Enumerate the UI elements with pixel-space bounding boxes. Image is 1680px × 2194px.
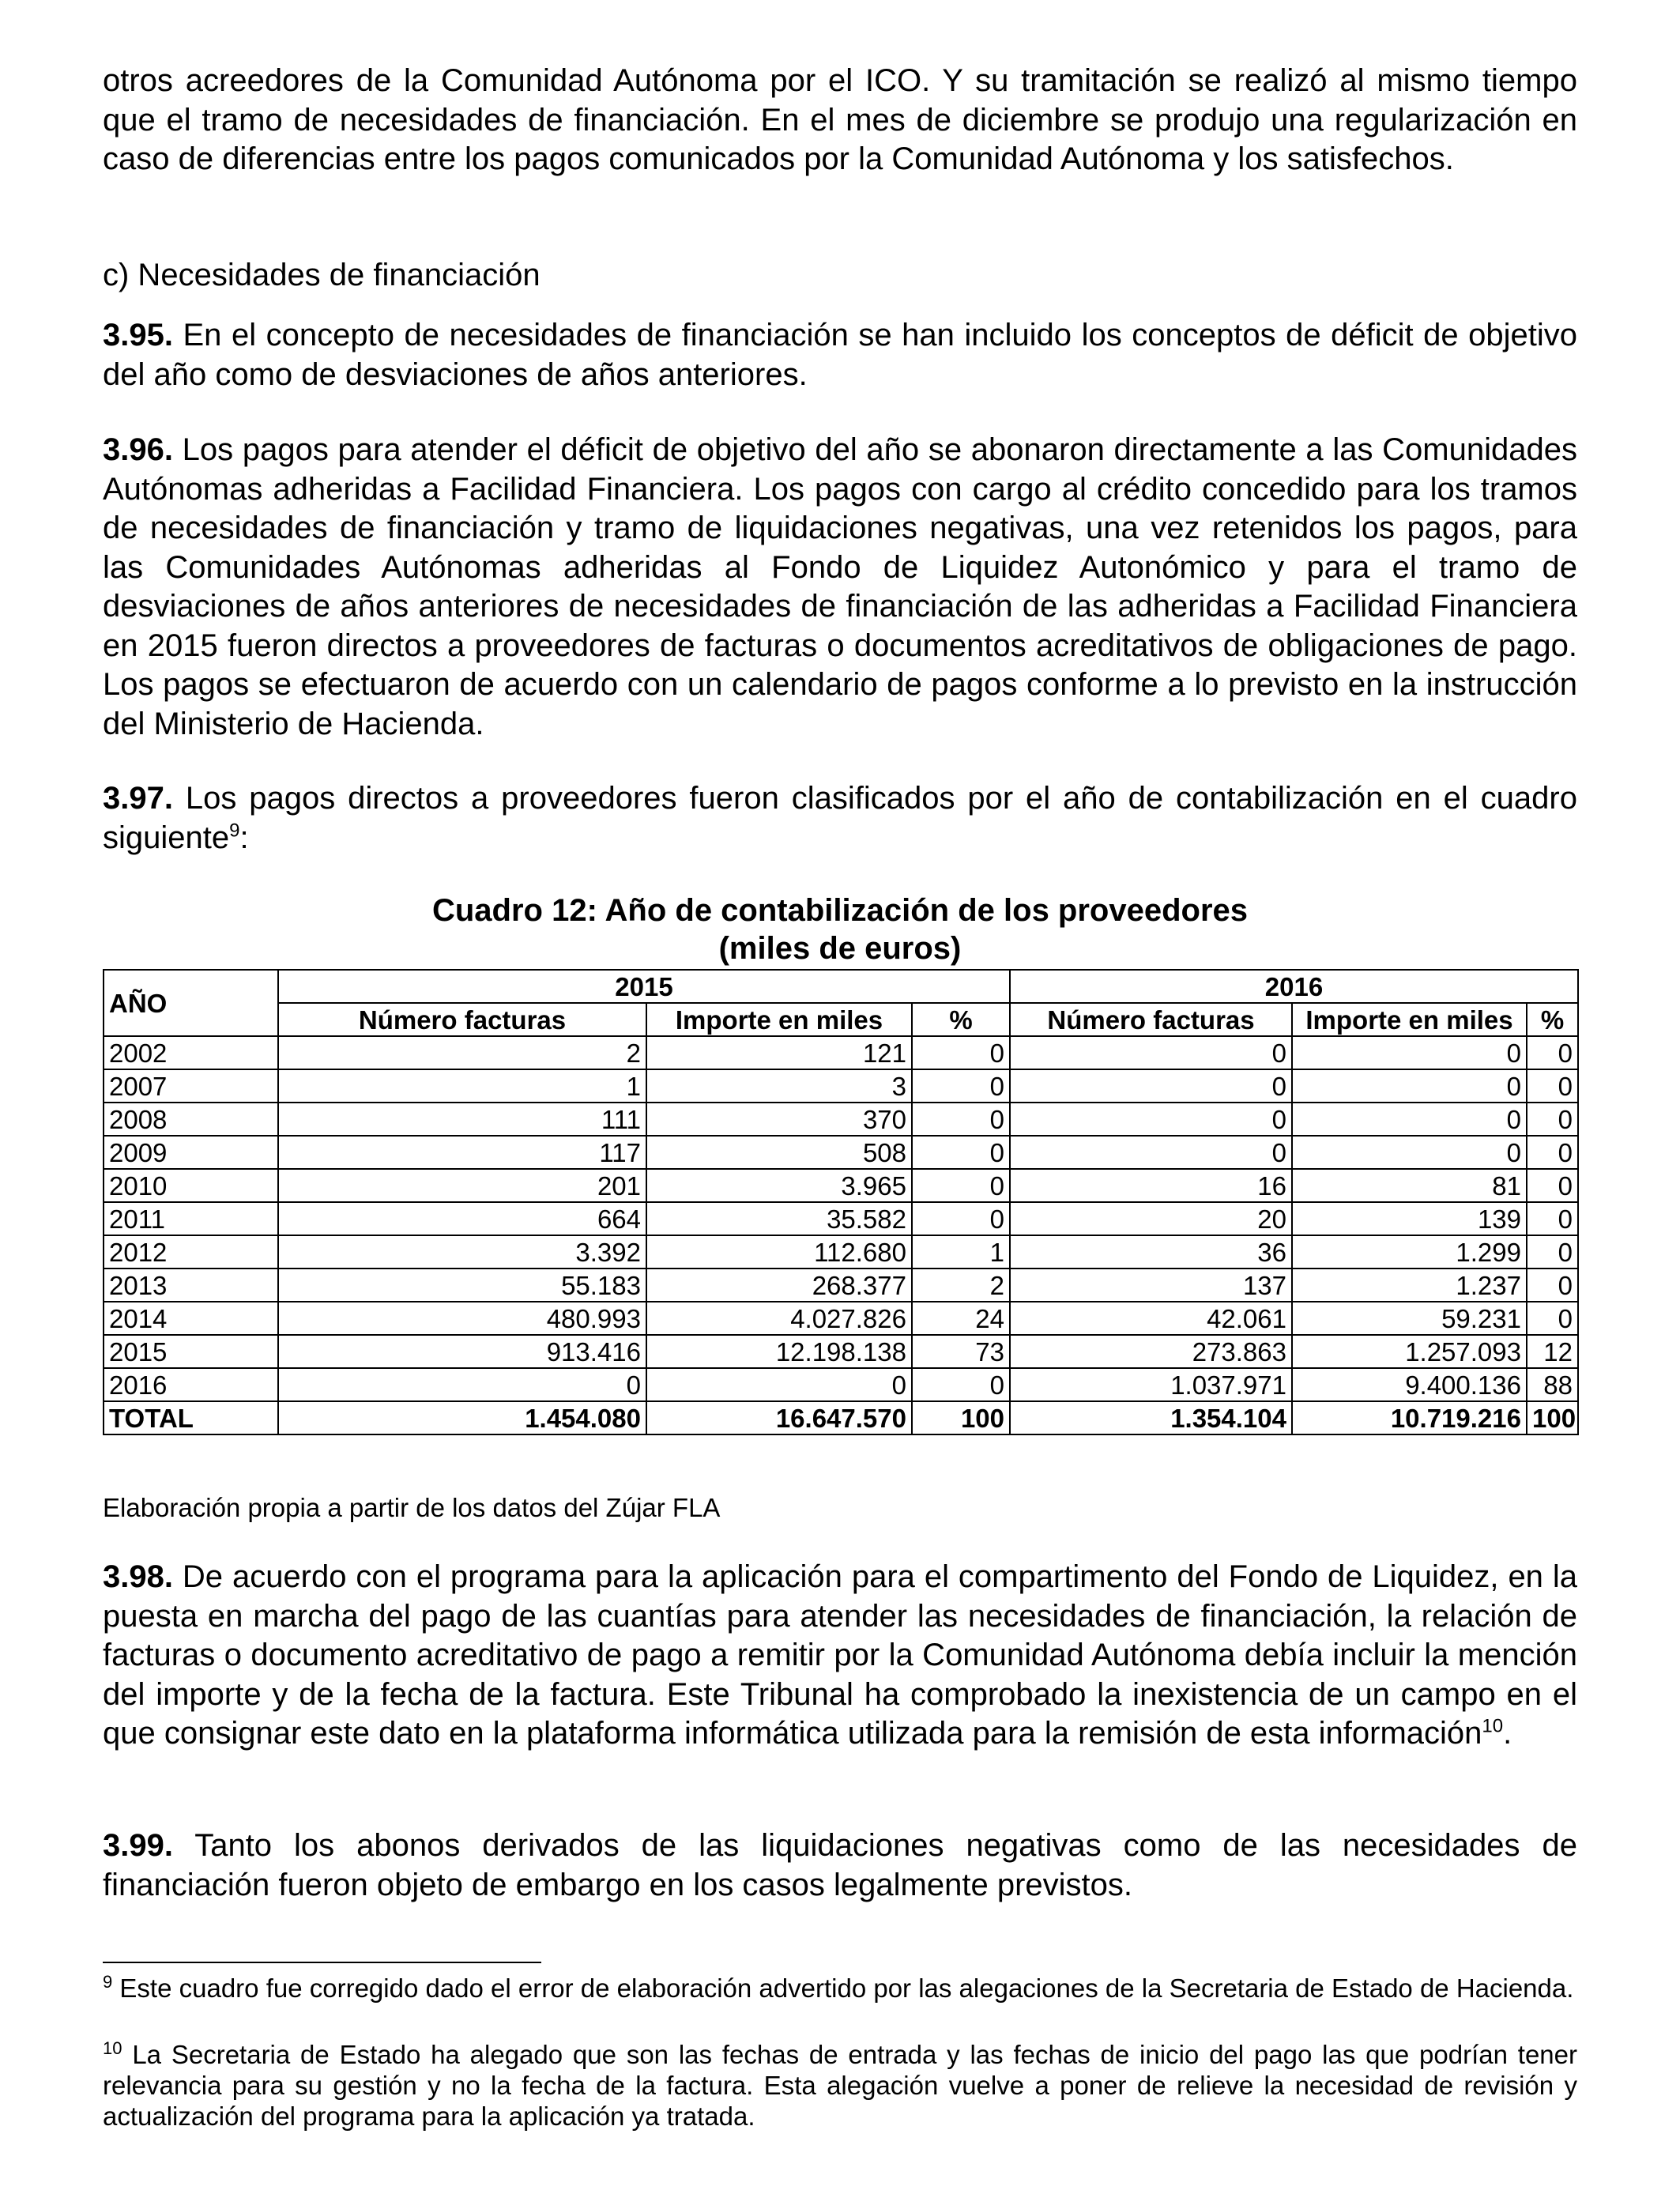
cell-importe-2015: 268.377	[646, 1269, 912, 1302]
cell-num-facturas-2015: 55.183	[278, 1269, 646, 1302]
footnote-ref-9[interactable]: 9	[229, 820, 240, 842]
cell-num-facturas-2015: 1	[278, 1069, 646, 1103]
cell-pct-2015: 2	[912, 1269, 1010, 1302]
cell-year: 2002	[104, 1036, 278, 1069]
paragraph-number: 3.97.	[103, 781, 173, 816]
footnote-10	[103, 2039, 1577, 2132]
cell-num-facturas-2016: 0	[1010, 1036, 1292, 1069]
cell-pct-2015: 24	[912, 1302, 1010, 1335]
cell-pct-2016: 0	[1527, 1235, 1578, 1269]
footnote-mark: 9	[103, 1972, 113, 1992]
cell-num-facturas-2016: 36	[1010, 1235, 1292, 1269]
footnote-text: La Secretaria de Estado ha alegado que son las fechas de entrada y las fechas de inicio del pago las que podrían tener relevancia para su gestión y no la fecha de la factura. Esta alegación vuelve a poner de relieve la necesidad de revisión y actualización del programa para la aplicación ya tratada.	[103, 2040, 1578, 2131]
paragraph-text: Los pagos directos a proveedores fueron clasificados por el año de contabilización en el cuadro siguiente	[103, 781, 1577, 855]
paragraph-3-96	[103, 431, 1577, 744]
cell-year: 2012	[104, 1235, 278, 1269]
header-group-2015: 2015	[278, 970, 1010, 1003]
cell-pct-2015: 0	[912, 1069, 1010, 1103]
paragraph-3-98	[103, 1558, 1577, 1754]
cell-pct-2016: 0	[1527, 1302, 1578, 1335]
paragraph-3-97	[103, 779, 1577, 858]
cell-num-facturas-2016: 16	[1010, 1169, 1292, 1202]
cell-year: 2010	[104, 1169, 278, 1202]
table-row	[104, 1302, 1578, 1335]
table-row	[104, 1069, 1578, 1103]
cell-num-facturas-2016: 0	[1010, 1103, 1292, 1136]
table-row	[104, 1368, 1578, 1401]
cell-pct-2015: 100	[912, 1401, 1010, 1434]
cell-num-facturas-2015: 2	[278, 1036, 646, 1069]
header-num-facturas-2016: Número facturas	[1010, 1003, 1292, 1036]
table-row	[104, 1169, 1578, 1202]
cell-importe-2015: 0	[646, 1368, 912, 1401]
table-row	[104, 1136, 1578, 1169]
cell-num-facturas-2015: 117	[278, 1136, 646, 1169]
paragraph-number: 3.96.	[103, 432, 173, 467]
cell-importe-2016: 1.257.093	[1292, 1335, 1527, 1368]
cell-year: 2011	[104, 1202, 278, 1235]
cell-num-facturas-2015: 913.416	[278, 1335, 646, 1368]
cell-num-facturas-2016: 0	[1010, 1136, 1292, 1169]
header-importe-2016: Importe en miles	[1292, 1003, 1527, 1036]
table-row	[104, 1202, 1578, 1235]
cell-pct-2015: 0	[912, 1136, 1010, 1169]
table-row	[104, 1235, 1578, 1269]
cell-importe-2015: 508	[646, 1136, 912, 1169]
paragraph-3-99	[103, 1826, 1577, 1905]
cell-num-facturas-2016: 273.863	[1010, 1335, 1292, 1368]
cell-pct-2016: 0	[1527, 1269, 1578, 1302]
footnote-ref-10[interactable]: 10	[1482, 1715, 1504, 1737]
cell-importe-2015: 16.647.570	[646, 1401, 912, 1434]
paragraph-number: 3.99.	[103, 1828, 173, 1863]
paragraph-intro: otros acreedores de la Comunidad Autónoma por el ICO. Y su tramitación se realizó al mismo tiempo que el tramo de necesidades de financiación. En el mes de diciembre se produjo una regularización en caso de diferencias entre los pagos comunicados por la Comunidad Autónoma y los satisfechos.	[103, 63, 1577, 176]
data-table-cuadro-12	[103, 969, 1579, 1435]
cell-num-facturas-2015: 201	[278, 1169, 646, 1202]
table-title-line2: (miles de euros)	[718, 931, 962, 966]
cell-pct-2016: 0	[1527, 1202, 1578, 1235]
cell-num-facturas-2015: 111	[278, 1103, 646, 1136]
footnote-9	[103, 1973, 1577, 2004]
paragraph-text: Tanto los abonos derivados de las liquidaciones negativas como de las necesidades de financiación fueron objeto de embargo en los casos legalmente previstos.	[103, 1828, 1577, 1902]
table-body	[104, 1036, 1578, 1434]
cell-year: 2016	[104, 1368, 278, 1401]
cell-year: 2007	[104, 1069, 278, 1103]
table-source-note: Elaboración propia a partir de los datos del Zújar FLA	[103, 1493, 721, 1522]
cell-importe-2015: 12.198.138	[646, 1335, 912, 1368]
cell-pct-2015: 0	[912, 1202, 1010, 1235]
footnote-text: Este cuadro fue corregido dado el error de elaboración advertido por las alegaciones de la Secretaria de Estado de Hacienda.	[119, 1973, 1574, 2003]
table-row	[104, 1269, 1578, 1302]
table-title	[103, 892, 1577, 967]
cell-num-facturas-2016: 20	[1010, 1202, 1292, 1235]
cell-pct-2015: 73	[912, 1335, 1010, 1368]
cell-pct-2015: 0	[912, 1169, 1010, 1202]
cell-num-facturas-2015: 664	[278, 1202, 646, 1235]
cell-num-facturas-2015: 0	[278, 1368, 646, 1401]
cell-pct-2015: 1	[912, 1235, 1010, 1269]
cell-importe-2015: 35.582	[646, 1202, 912, 1235]
footnote-divider	[103, 1962, 541, 1963]
cell-year: 2015	[104, 1335, 278, 1368]
cell-importe-2016: 9.400.136	[1292, 1368, 1527, 1401]
cell-pct-2016: 0	[1527, 1069, 1578, 1103]
cell-importe-2016: 1.299	[1292, 1235, 1527, 1269]
header-num-facturas-2015: Número facturas	[278, 1003, 646, 1036]
cell-year: TOTAL	[104, 1401, 278, 1434]
header-group-2016: 2016	[1010, 970, 1578, 1003]
cell-pct-2016: 88	[1527, 1368, 1578, 1401]
cell-num-facturas-2015: 1.454.080	[278, 1401, 646, 1434]
cell-importe-2016: 0	[1292, 1069, 1527, 1103]
cell-year: 2008	[104, 1103, 278, 1136]
cell-pct-2015: 0	[912, 1036, 1010, 1069]
cell-importe-2016: 59.231	[1292, 1302, 1527, 1335]
cell-importe-2016: 10.719.216	[1292, 1401, 1527, 1434]
cell-num-facturas-2016: 0	[1010, 1069, 1292, 1103]
paragraph-text: En el concepto de necesidades de financiación se han incluido los conceptos de déficit de objetivo del año como de desviaciones de años anteriores.	[103, 318, 1577, 392]
header-importe-2015: Importe en miles	[646, 1003, 912, 1036]
cell-importe-2016: 139	[1292, 1202, 1527, 1235]
cell-importe-2016: 0	[1292, 1103, 1527, 1136]
cell-importe-2016: 0	[1292, 1136, 1527, 1169]
section-heading-necesidades: c) Necesidades de financiación	[103, 258, 541, 292]
paragraph-number: 3.98.	[103, 1559, 173, 1594]
cell-importe-2015: 4.027.826	[646, 1302, 912, 1335]
cell-pct-2016: 0	[1527, 1103, 1578, 1136]
cell-importe-2015: 3	[646, 1069, 912, 1103]
paragraph-tail: .	[1503, 1716, 1512, 1751]
cell-year: 2014	[104, 1302, 278, 1335]
table-row	[104, 1335, 1578, 1368]
header-pct-2015: %	[912, 1003, 1010, 1036]
cell-importe-2015: 112.680	[646, 1235, 912, 1269]
table-title-line1: Cuadro 12: Año de contabilización de los proveedores	[431, 893, 1249, 928]
cell-num-facturas-2016: 1.037.971	[1010, 1368, 1292, 1401]
cell-pct-2016: 12	[1527, 1335, 1578, 1368]
table-row	[104, 1036, 1578, 1069]
cell-pct-2015: 0	[912, 1368, 1010, 1401]
cell-importe-2015: 370	[646, 1103, 912, 1136]
paragraph-3-95	[103, 316, 1577, 394]
cell-importe-2016: 81	[1292, 1169, 1527, 1202]
table-row	[104, 1103, 1578, 1136]
paragraph-tail: :	[239, 820, 249, 855]
cell-num-facturas-2015: 480.993	[278, 1302, 646, 1335]
cell-importe-2016: 0	[1292, 1036, 1527, 1069]
cell-num-facturas-2015: 3.392	[278, 1235, 646, 1269]
footnote-mark: 10	[103, 2038, 122, 2058]
cell-num-facturas-2016: 1.354.104	[1010, 1401, 1292, 1434]
cell-year: 2013	[104, 1269, 278, 1302]
cell-importe-2016: 1.237	[1292, 1269, 1527, 1302]
cell-pct-2016: 0	[1527, 1036, 1578, 1069]
paragraph-number: 3.95.	[103, 318, 173, 352]
cell-num-facturas-2016: 42.061	[1010, 1302, 1292, 1335]
cell-importe-2015: 3.965	[646, 1169, 912, 1202]
cell-importe-2015: 121	[646, 1036, 912, 1069]
paragraph-text: De acuerdo con el programa para la aplicación para el compartimento del Fondo de Liquidez, en la puesta en marcha del pago de las cuantías para atender las necesidades de financiación, la relación de facturas o documento acreditativo de pago a remitir por la Comunidad Autónoma debía incluir la mención del importe y de la fecha de la factura. Este Tribunal ha comprobado la inexistencia de un campo en el que consignar este dato en la plataforma informática utilizada para la remisión de esta información	[103, 1559, 1577, 1751]
cell-pct-2016: 0	[1527, 1136, 1578, 1169]
cell-pct-2015: 0	[912, 1103, 1010, 1136]
header-year: AÑO	[104, 970, 278, 1036]
header-pct-2016: %	[1527, 1003, 1578, 1036]
cell-pct-2016: 0	[1527, 1169, 1578, 1202]
table-total-row	[104, 1401, 1578, 1434]
paragraph-text: Los pagos para atender el déficit de objetivo del año se abonaron directamente a las Comunidades Autónomas adheridas a Facilidad Financiera. Los pagos con cargo al crédito concedido para los tramos de necesidades de financiación y tramo de liquidaciones negativas, una vez retenidos los pagos, para las Comunidades Autónomas adheridas al Fondo de Liquidez Autonómico y para el tramo de desviaciones de años anteriores de necesidades de financiación de las adheridas a Facilidad Financiera en 2015 fueron directos a proveedores de facturas o documentos acreditativos de obligaciones de pago. Los pagos se efectuaron de acuerdo con un calendario de pagos conforme a lo previsto en la instrucción del Ministerio de Hacienda.	[103, 432, 1577, 741]
cell-year: 2009	[104, 1136, 278, 1169]
cell-pct-2016: 100	[1527, 1401, 1578, 1434]
cell-num-facturas-2016: 137	[1010, 1269, 1292, 1302]
